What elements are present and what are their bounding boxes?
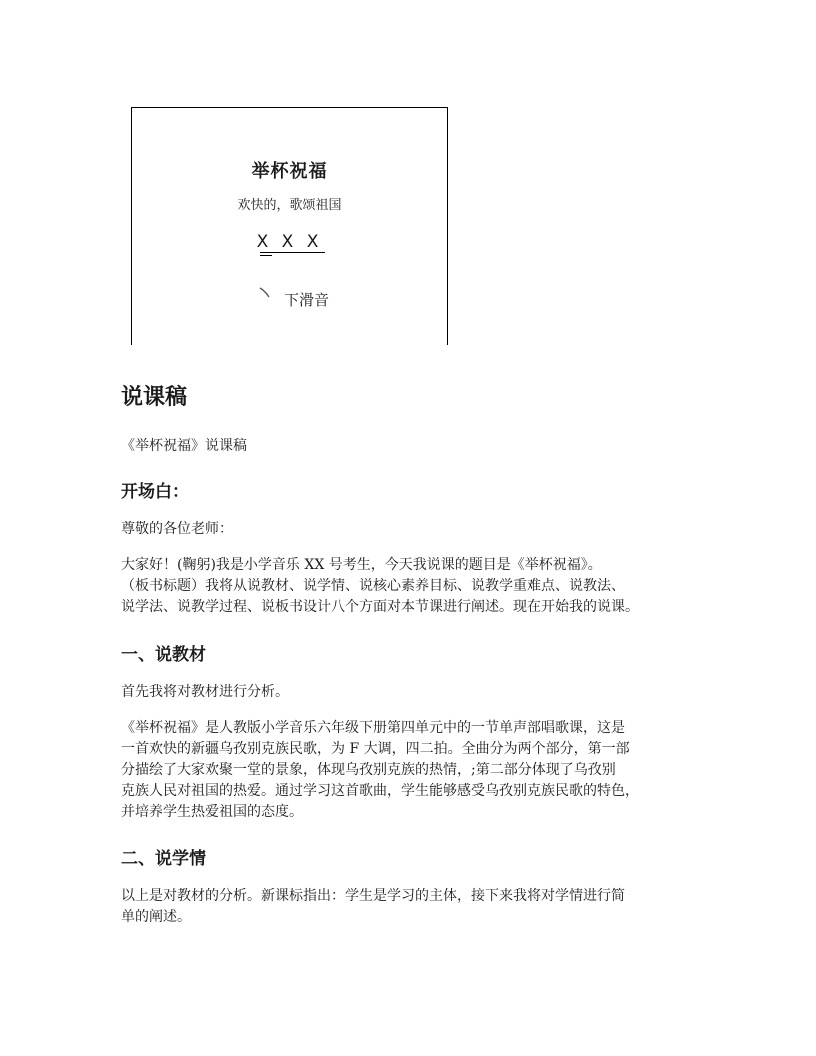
section1-line: 一首欢快的新疆乌孜别克族民歌，为 F 大调，四二拍。全曲分为两个部分，第一部	[121, 741, 630, 757]
section2-title: 二、说学情	[121, 849, 206, 869]
section1-title: 一、说教材	[121, 645, 206, 665]
section2-line: 以上是对教材的分析。新课标指出：学生是学习的主体，接下来我将对学情进行简	[121, 888, 625, 904]
board-title: 举杯祝福	[251, 161, 328, 182]
section-opening-title: 开场白：	[121, 482, 189, 502]
section1-line: 克族人民对祖国的热爱。通过学习这首歌曲，学生能够感受乌孜别克族民歌的特色，	[121, 783, 639, 799]
document-heading: 说课稿	[121, 385, 188, 410]
intro-line: 说学法、说教学过程、说板书设计八个方面对本节课进行阐述。现在开始我的说课。	[121, 599, 639, 615]
section1-line: 分描绘了大家欢聚一堂的景象，体现乌孜别克族的热情，;第二部分体现了乌孜别	[121, 762, 616, 778]
board-design-box	[131, 107, 448, 345]
section1-line: 《举杯祝福》是人教版小学音乐六年级下册第四单元中的一节单声部唱歌课，这是	[121, 720, 625, 736]
intro-line: 大家好！(鞠躬)我是小学音乐 XX 号考生，今天我说课的题目是《举杯祝福》。	[121, 557, 602, 573]
document-subtitle: 《举杯祝福》说课稿	[121, 438, 247, 454]
board-glide-label: 下滑音	[284, 291, 330, 309]
section1-intro: 首先我将对教材进行分析。	[121, 684, 289, 700]
intro-paragraph	[121, 555, 711, 618]
section1-line: 并培养学生热爱祖国的态度。	[121, 804, 303, 820]
board-subtitle: 欢快的，歌颂祖国	[237, 198, 342, 213]
intro-line: （板书标题）我将从说教材、说学情、说核心素养目标、说教学重难点、说教法、	[121, 578, 625, 594]
section2-line: 单的阐述。	[121, 909, 191, 925]
greeting-paragraph: 尊敬的各位老师：	[121, 521, 233, 537]
board-rhythm-notes: X X X	[256, 232, 323, 252]
rhythm-double-underline	[260, 255, 272, 256]
rhythm-underline	[260, 252, 325, 253]
glide-slur-icon	[258, 286, 272, 300]
section1-paragraph	[121, 718, 711, 823]
section2-paragraph	[121, 886, 711, 928]
